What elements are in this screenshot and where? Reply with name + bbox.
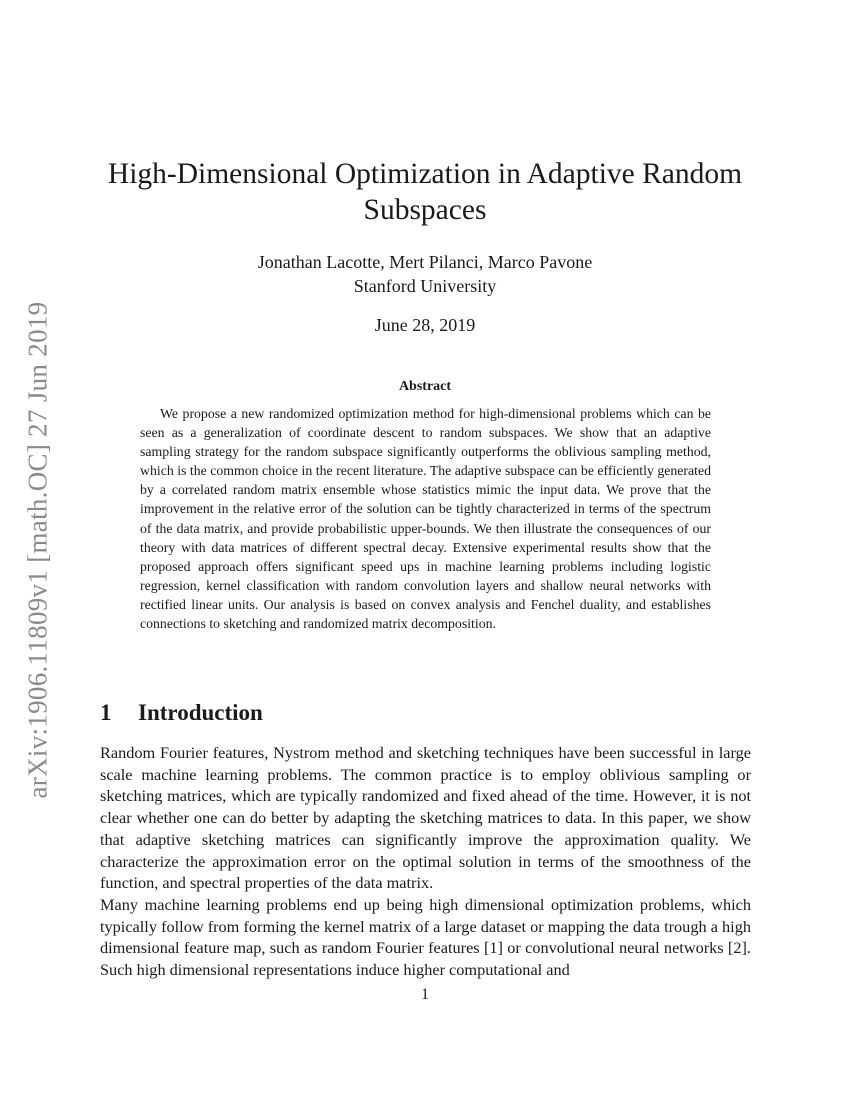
- page-number: 1: [421, 986, 429, 1003]
- abstract-heading: Abstract: [398, 379, 452, 394]
- arxiv-identifier-stamp: arXiv:1906.11809v1 [math.OC] 27 Jun 2019: [22, 301, 53, 799]
- intro-paragraph-2: Many machine learning problems end up being high dimensional optimization problems, which typically follow from forming the kernel matrix of a large dataset or mapping the data trough a high dimensional feature map, such as random Fourier features [1] or convolutional neural networks [2]. Such high dimensional representations induce higher computational and: [100, 894, 751, 980]
- section-number: 1: [100, 700, 112, 725]
- section-heading-introduction: [100, 700, 263, 726]
- abstract-text: We propose a new randomized optimization method for high-dimensional problems which can be seen as a generalization of coordinate descent to random subspaces. We show that an adaptive sampling strategy for the random subspace significantly outperforms the oblivious sampling method, which is the common choice in the recent literature. The adaptive subspace can be efficiently generated by a correlated random matrix ensemble whose statistics mimic the input data. We prove that the improvement in the relative error of the solution can be tightly characterized in terms of the spectrum of the data matrix, and provide probabilistic upper-bounds. We then illustrate the consequences of our theory with data matrices of different spectral decay. Extensive experimental results show that the proposed approach offers significant speed ups in machine learning problems including logistic regression, kernel classification with random convolution layers and shallow neural networks with rectified linear units. Our analysis is based on convex analysis and Fenchel duality, and establishes connections to sketching and randomized matrix decomposition.: [140, 406, 711, 632]
- introduction-body: [100, 742, 751, 981]
- publication-date: June 28, 2019: [374, 315, 476, 335]
- affiliation: Stanford University: [353, 276, 497, 296]
- section-title: Introduction: [138, 700, 263, 725]
- intro-paragraph-1: Random Fourier features, Nystrom method and sketching techniques have been successful in large scale machine learning problems. The common practice is to employ oblivious sampling or sketching matrices, which are typically randomized and fixed ahead of the time. However, it is not clear whether one can do better by adapting the sketching matrices to data. In this paper, we show that adaptive sketching matrices can significantly improve the approximation quality. We characterize the approximation error on the optimal solution in terms of the smoothness of the function, and spectral properties of the data matrix.: [100, 743, 751, 893]
- title-line-1: High-Dimensional Optimization in Adaptive Random: [107, 158, 743, 190]
- author-list: Jonathan Lacotte, Mert Pilanci, Marco Pavone: [257, 252, 593, 272]
- title-line-2: Subspaces: [363, 194, 487, 226]
- paper-title: [100, 156, 750, 228]
